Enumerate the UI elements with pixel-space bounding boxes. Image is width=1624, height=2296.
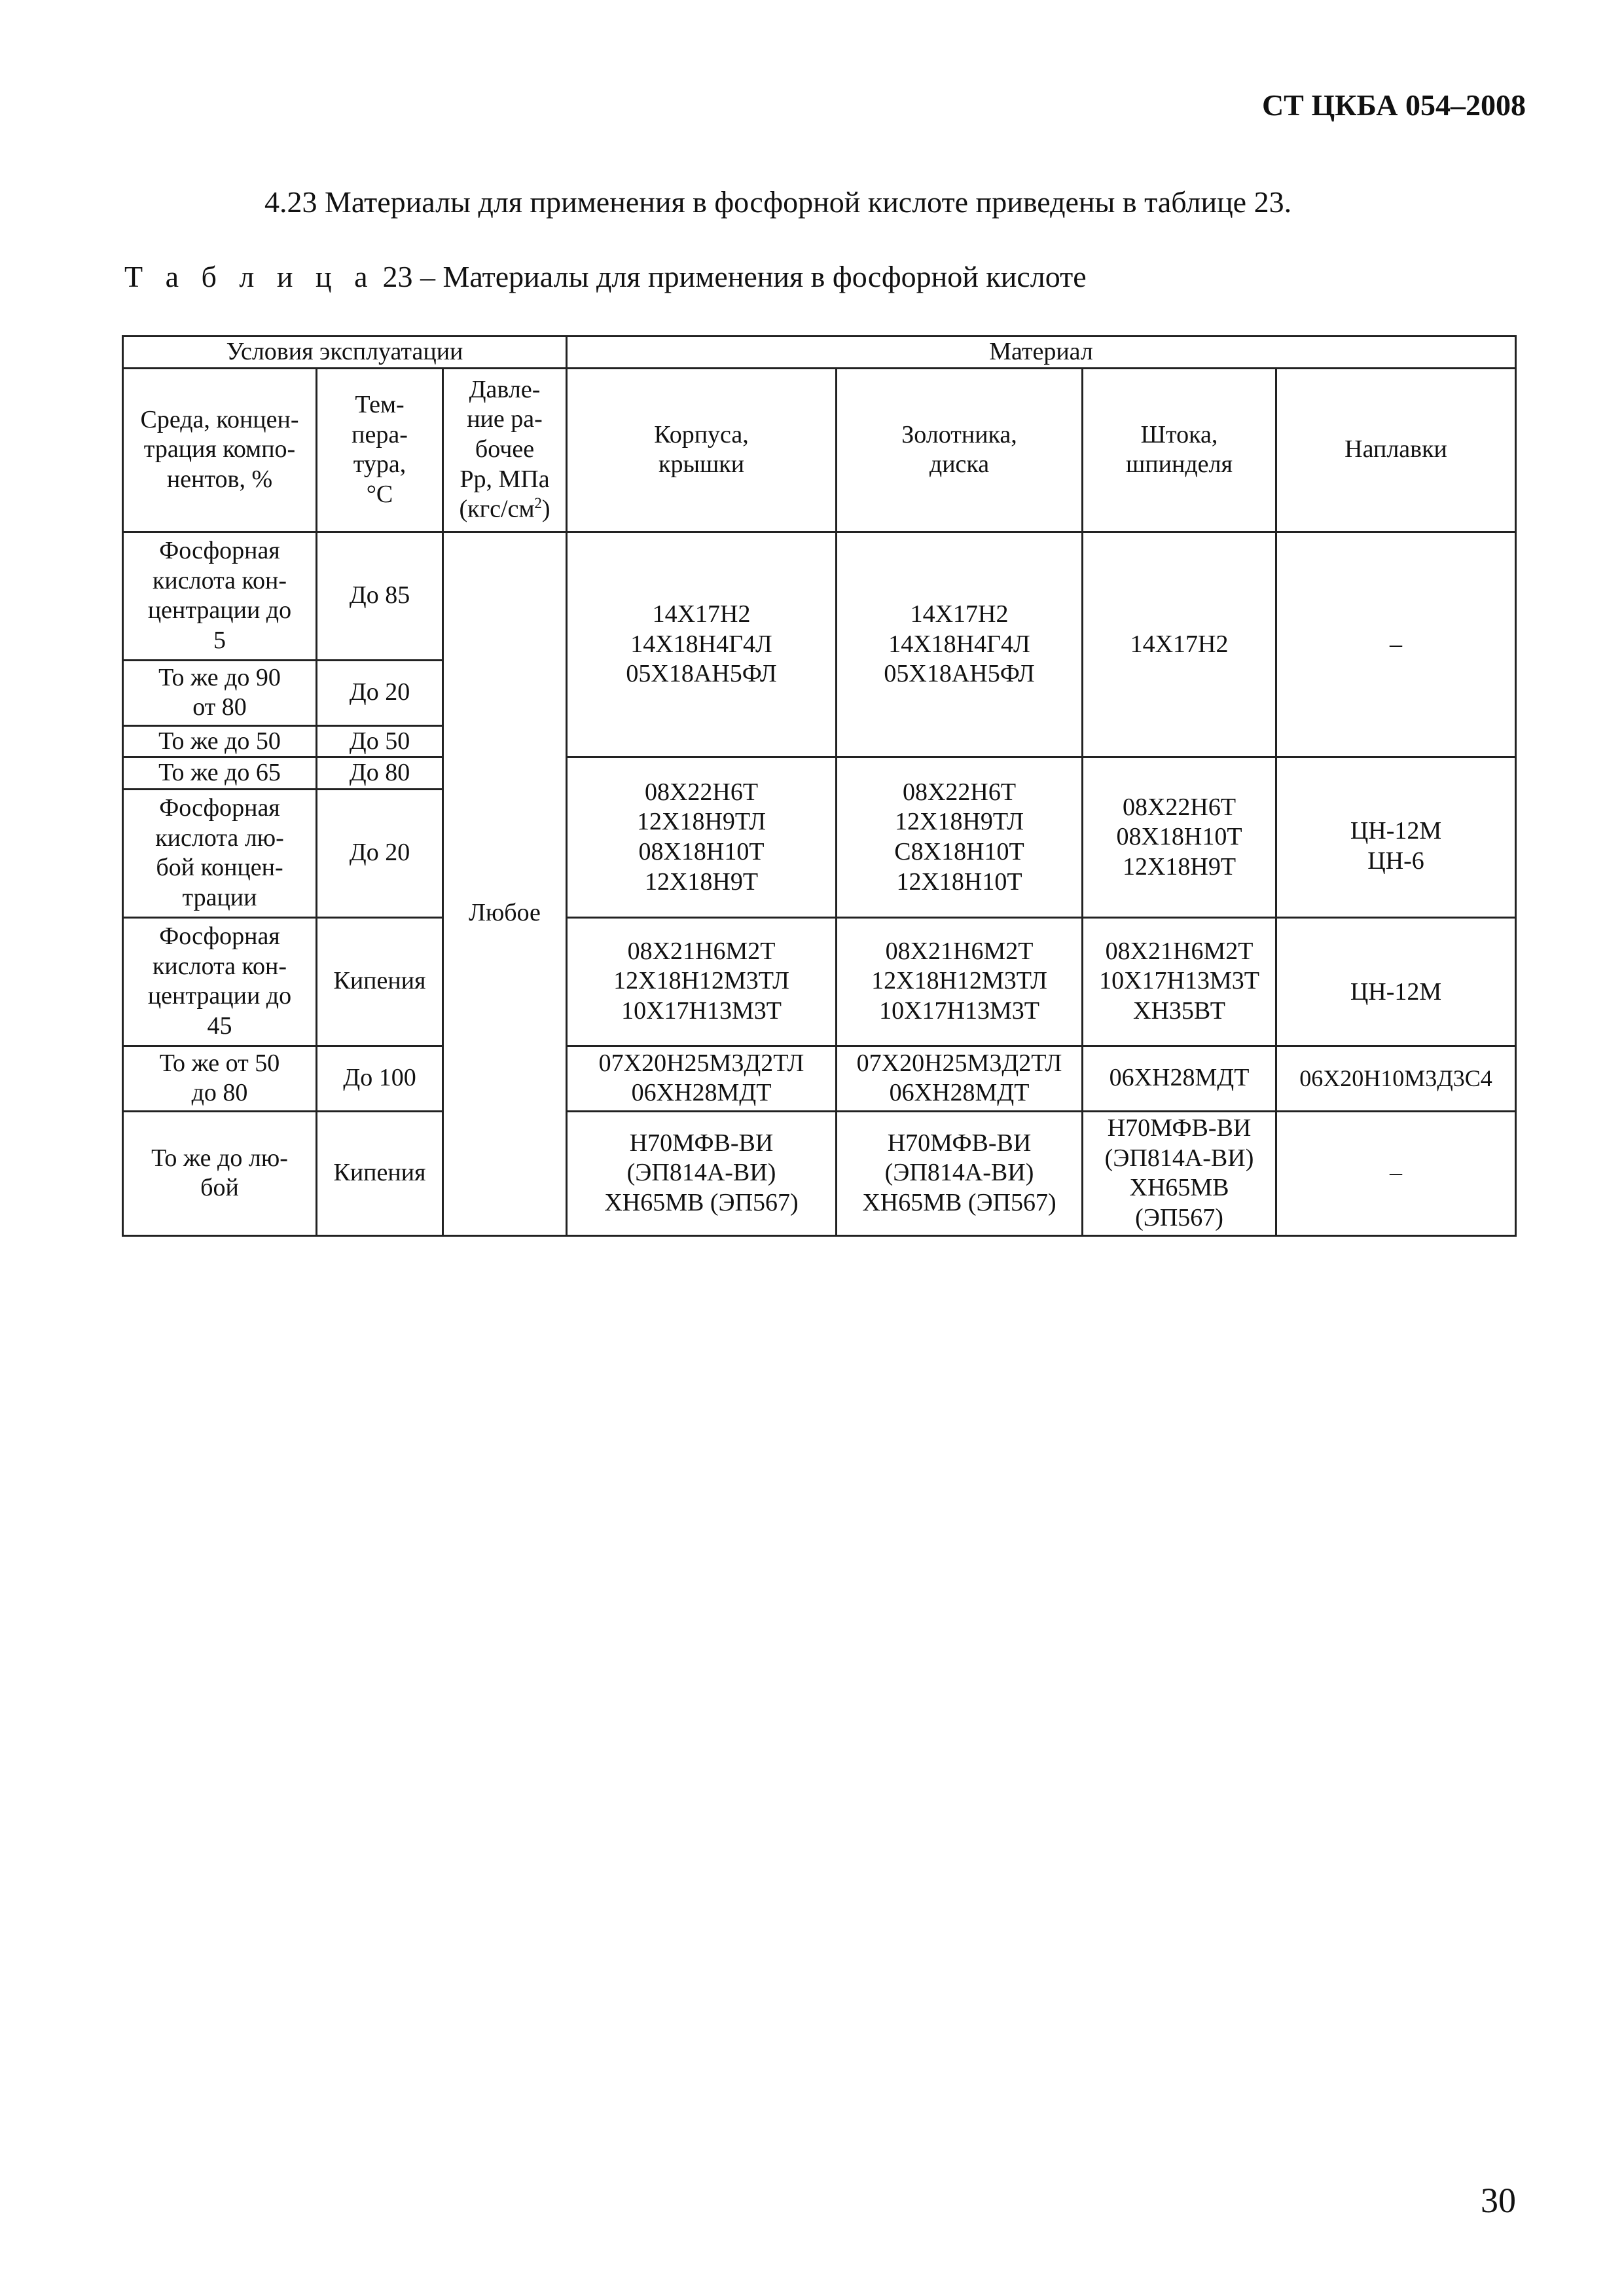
table-cell-stem: Н70МФВ-ВИ (ЭП814А-ВИ) ХН65МВ (ЭП567) [1083, 1111, 1276, 1235]
header-spool: Золотника, диска [837, 368, 1083, 532]
table-cell-medium: То же до лю- бой [123, 1111, 317, 1235]
header-temperature: Тем- пера- тура, °С [317, 368, 443, 532]
table-cell-medium: То же до 90 от 80 [123, 660, 317, 725]
table-cell-stem: 08Х22Н6Т 08Х18Н10Т 12Х18Н9Т [1083, 757, 1276, 918]
table-cell-medium: Фосфорная кислота кон- центрации до 5 [123, 532, 317, 660]
table-cell-spool: 08Х21Н6М2Т 12Х18Н12М3ТЛ 10Х17Н13М3Т [837, 917, 1083, 1046]
table-cell-stem: 08Х21Н6М2Т 10Х17Н13М3Т ХН35ВТ [1083, 917, 1276, 1046]
table-cell-spool: Н70МФВ-ВИ (ЭП814А-ВИ) ХН65МВ (ЭП567) [837, 1111, 1083, 1235]
header-medium: Среда, концен- трация компо- нентов, % [123, 368, 317, 532]
table-cell-stem: 14Х17Н2 [1083, 532, 1276, 757]
table-cell-hardfacing: – [1276, 1111, 1516, 1235]
header-pressure-unit-sup: 2 [534, 495, 542, 512]
header-material: Материал [567, 337, 1516, 369]
header-body: Корпуса, крышки [567, 368, 837, 532]
table-cell-spool: 08Х22Н6Т 12Х18Н9ТЛ С8Х18Н10Т 12Х18Н10Т [837, 757, 1083, 918]
table-cell-body: 08Х21Н6М2Т 12Х18Н12М3ТЛ 10Х17Н13М3Т [567, 917, 837, 1046]
table-cell-hardfacing: ЦН-12М [1276, 917, 1516, 1046]
table-cell-medium: То же до 65 [123, 757, 317, 790]
table-cell-temperature: До 80 [317, 757, 443, 790]
table-caption-label: Т а б л и ц а [124, 260, 376, 293]
table-cell-temperature: До 20 [317, 660, 443, 725]
table-cell-temperature: До 20 [317, 789, 443, 917]
table-cell-temperature: До 100 [317, 1046, 443, 1111]
table-cell-body: 14Х17Н2 14Х18Н4Г4Л 05Х18АН5ФЛ [567, 532, 837, 757]
page-number: 30 [1481, 2181, 1516, 2220]
document-code: СТ ЦКБА 054–2008 [1261, 88, 1526, 122]
header-conditions: Условия эксплуатации [123, 337, 567, 369]
table-cell-body: 08Х22Н6Т 12Х18Н9ТЛ 08Х18Н10Т 12Х18Н9Т [567, 757, 837, 918]
header-pressure-unit: (кгс/см [459, 495, 535, 523]
table-cell-hardfacing: – [1276, 532, 1516, 757]
table-cell-medium: То же до 50 [123, 725, 317, 757]
table-cell-hardfacing: ЦН-12М ЦН-6 [1276, 757, 1516, 918]
table-caption-text: 23 – Материалы для применения в фосфорной кислоте [375, 260, 1087, 293]
table-cell-temperature: До 50 [317, 725, 443, 757]
table-cell-stem: 06ХН28МДТ [1083, 1046, 1276, 1111]
header-pressure-unit-close: ) [541, 495, 550, 523]
header-hardfacing: Наплавки [1276, 368, 1516, 532]
table-cell-hardfacing: 06Х20Н10М3Д3С4 [1276, 1046, 1516, 1111]
table-cell-body: Н70МФВ-ВИ (ЭП814А-ВИ) ХН65МВ (ЭП567) [567, 1111, 837, 1235]
table-cell-medium: То же от 50 до 80 [123, 1046, 317, 1111]
materials-table [122, 335, 1517, 1237]
intro-paragraph: 4.23 Материалы для применения в фосфорной кислоте приведены в таблице 23. [264, 185, 1292, 219]
table-cell-temperature: Кипения [317, 1111, 443, 1235]
table-cell-spool: 14Х17Н2 14Х18Н4Г4Л 05Х18АН5ФЛ [837, 532, 1083, 757]
table-cell-body: 07Х20Н25М3Д2ТЛ 06ХН28МДТ [567, 1046, 837, 1111]
table-cell-medium: Фосфорная кислота лю- бой концен- трации [123, 789, 317, 917]
table-cell-pressure: Любое [443, 532, 567, 1235]
table-caption [124, 259, 1087, 294]
table-cell-medium: Фосфорная кислота кон- центрации до 45 [123, 917, 317, 1046]
header-stem: Штока, шпинделя [1083, 368, 1276, 532]
table-cell-temperature: Кипения [317, 917, 443, 1046]
header-pressure-text: Давле- ние ра- бочее Pp, МПа [460, 375, 550, 493]
table-cell-spool: 07Х20Н25М3Д2ТЛ 06ХН28МДТ [837, 1046, 1083, 1111]
header-pressure [443, 368, 567, 532]
table-cell-temperature: До 85 [317, 532, 443, 660]
